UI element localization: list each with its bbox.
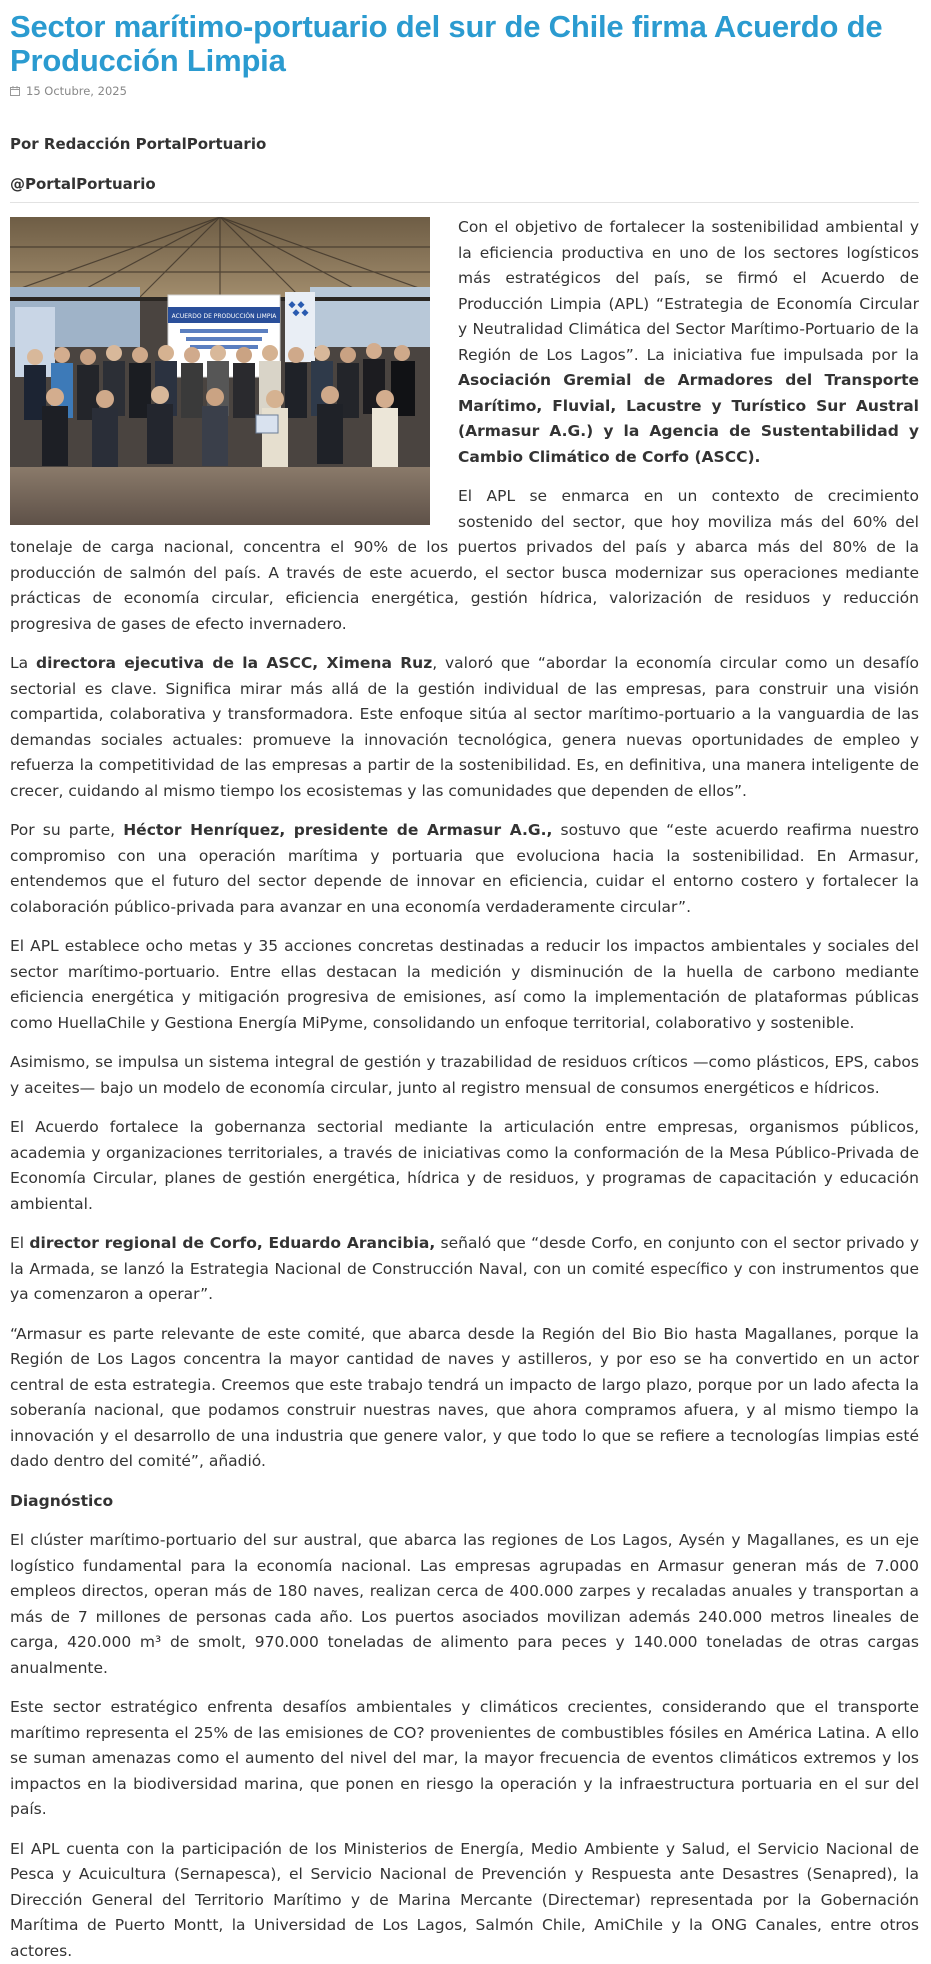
article-body (10, 215, 919, 1964)
section-heading-diagnostico: Diagnóstico (10, 1489, 919, 1515)
article-title: Sector marítimo-portuario del sur de Chile firma Acuerdo de Producción Limpia (10, 10, 919, 78)
date-text: 15 Octubre, 2025 (26, 84, 127, 98)
paragraph-4-text-a: Por su parte, (10, 821, 123, 839)
paragraph-3-text-a: La (10, 654, 36, 672)
divider (10, 202, 919, 203)
paragraph-3-bold: directora ejecutiva de la ASCC, Ximena Ruz (36, 654, 432, 672)
calendar-icon (10, 86, 20, 96)
paragraph-12: El APL cuenta con la participación de los Ministerios de Energía, Medio Ambiente y Salud, el Servicio Nacional de Pesca y Acuicultura (Sernapesca), el Servicio Nacional de Prevención y Respuesta ante Desastres (Senapred), la Dirección General del Territorio Marítimo y de Marina Mercante (Directemar) representada por la Gobernación Marítima de Puerto Montt, la Universidad de Los Lagos, Salmón Chile, AmiChile y la ONG Canales, entre otros actores. (10, 1837, 919, 1964)
paragraph-11: Este sector estratégico enfrenta desafíos ambientales y climáticos crecientes, considerando que el transporte marítimo representa el 25% de las emisiones de CO? provenientes de combustibles fósiles en América Latina. A ello se suman amenazas como el aumento del nivel del mar, la mayor frecuencia de eventos climáticos extremos y los impactos en la biodiversidad marina, que ponen en riesgo la operación y la infraestructura portuaria en el sur del país. (10, 1695, 919, 1823)
author-byline: Por Redacción PortalPortuario (10, 134, 919, 154)
article-date (10, 84, 919, 98)
paragraph-8-text-a: El (10, 1234, 29, 1252)
paragraph-8-bold: director regional de Corfo, Eduardo Arancibia, (29, 1234, 435, 1252)
photo-sign-text: ACUERDO DE PRODUCCIÓN LIMPIA (172, 313, 278, 320)
paragraph-1-text: Con el objetivo de fortalecer la sostenibilidad ambiental y la eficiencia productiva en uno de los sectores logísticos más estratégicos del país, se firmó el Acuerdo de Producción Limpia (APL) “Estrategia de Economía Circular y Neutralidad Climática del Sector Marítimo-Portuario de la Región de Los Lagos”. La iniciativa fue impulsada por la (458, 218, 919, 364)
author-handle: @PortalPortuario (10, 174, 919, 194)
paragraph-5: El APL establece ocho metas y 35 acciones concretas destinadas a reducir los impactos ambientales y sociales del sector marítimo-portuario. Entre ellas destacan la medición y disminución de la huella de carbono mediante eficiencia energética y mitigación progresiva de emisiones, así como la implementación de plataformas públicas como HuellaChile y Gestiona Energía MiPyme, consolidando un enfoque territorial, colaborativo y sostenible. (10, 934, 919, 1036)
article-photo (10, 217, 430, 525)
paragraph-1-bold: Asociación Gremial de Armadores del Transporte Marítimo, Fluvial, Lacustre y Turístico Sur Austral (Armasur A.G.) y la Agencia de Sustentabilidad y Cambio Climático de Corfo (ASCC). (458, 371, 919, 466)
paragraph-8 (10, 1231, 919, 1308)
paragraph-4 (10, 818, 919, 920)
paragraph-3-text-c: , valoró que “abordar la economía circular como un desafío sectorial es clave. Significa mirar más allá de la gestión individual de las empresas, para construir una visión compartida, colaborativa y transformadora. Este enfoque sitúa al sector marítimo-portuario a la vanguardia de las demandas sociales actuales: promueve la innovación tecnológica, genera nuevas oportunidades de empleo y refuerza la competitividad de las empresas a partir de la sostenibilidad. Es, en definitiva, una manera inteligente de crecer, cuidando al mismo tiempo los ecosistemas y las comunidades que dependen de ellos”. (10, 654, 919, 800)
paragraph-4-text-c: sostuvo que “este acuerdo reafirma nuestro compromiso con una operación marítima y portuaria que evoluciona hacia la sostenibilidad. En Armasur, entendemos que el futuro del sector depende de innovar en eficiencia, cuidar el entorno costero y fortalecer la colaboración público-privada para avanzar en una economía verdaderamente circular”. (10, 821, 919, 916)
paragraph-7: El Acuerdo fortalece la gobernanza sectorial mediante la articulación entre empresas, organismos públicos, academia y organizaciones territoriales, a través de iniciativas como la conformación de la Mesa Público-Privada de Economía Circular, planes de gestión energética, hídrica y de residuos, y programas de capacitación y educación ambiental. (10, 1115, 919, 1217)
paragraph-3 (10, 651, 919, 804)
paragraph-10: El clúster marítimo-portuario del sur austral, que abarca las regiones de Los Lagos, Aysén y Magallanes, es un eje logístico fundamental para la economía nacional. Las empresas agrupadas en Armasur generan más de 7.000 empleos directos, operan más de 180 naves, realizan cerca de 400.000 zarpes y recaladas anuales y transportan a más de 7 millones de personas cada año. Los puertos asociados movilizan además 240.000 metros lineales de carga, 420.000 m³ de smolt, 970.000 toneladas de alimento para peces y 140.000 toneladas de otras cargas anualmente. (10, 1528, 919, 1681)
paragraph-6: Asimismo, se impulsa un sistema integral de gestión y trazabilidad de residuos críticos —como plásticos, EPS, cabos y aceites— bajo un modelo de economía circular, junto al registro mensual de consumos energéticos e hídricos. (10, 1050, 919, 1101)
paragraph-2: El APL se enmarca en un contexto de crecimiento sostenido del sector, que hoy moviliza más del 60% del tonelaje de carga nacional, concentra el 90% de los puertos privados del país y abarca más del 80% de la producción de salmón del país. A través de este acuerdo, el sector busca modernizar sus operaciones mediante prácticas de economía circular, eficiencia energética, gestión hídrica, valorización de residuos y reducción progresiva de gases de efecto invernadero. (10, 484, 919, 637)
paragraph-8-text-c: señaló que “desde Corfo, en conjunto con el sector privado y la Armada, se lanzó la Estrategia Nacional de Construcción Naval, con un comité específico y con instrumentos que ya comenzaron a operar”. (10, 1234, 919, 1303)
paragraph-4-bold: Héctor Henríquez, presidente de Armasur A.G., (123, 821, 552, 839)
paragraph-9: “Armasur es parte relevante de este comité, que abarca desde la Región del Bio Bio hasta Magallanes, porque la Región de Los Lagos concentra la mayor cantidad de naves y astilleros, y por eso se ha convertido en un actor central de esta estrategia. Creemos que este trabajo tendrá un impacto de largo plazo, porque por un lado afecta la soberanía nacional, que podamos construir nuestras naves, que ahora compramos afuera, y al mismo tiempo la innovación y el desarrollo de una industria que genere valor, y que todo lo que se refiere a tecnologías limpias esté dado dentro del comité”, añadió. (10, 1322, 919, 1475)
